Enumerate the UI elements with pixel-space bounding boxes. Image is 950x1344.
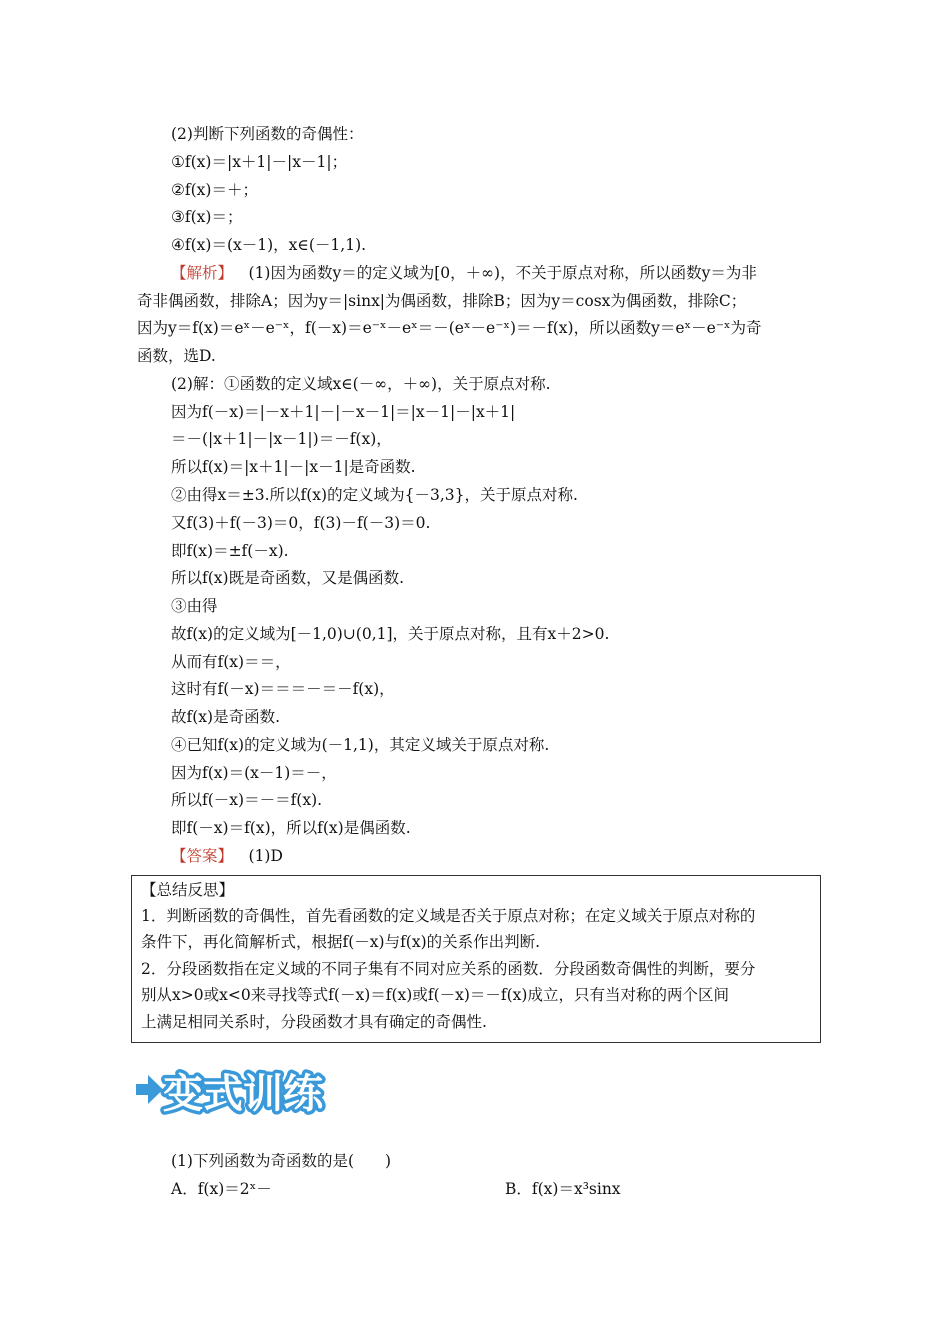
question-2-item-2: ②f(x)＝＋； [171, 181, 258, 199]
exercise-option-a: A．f(x)＝2ˣ－ [171, 1180, 272, 1198]
answer-line [171, 846, 283, 866]
question-2-item-4: ④f(x)＝(x－1)，x∈(－1,1). [171, 236, 367, 254]
answer-tag: 【答案】 [171, 847, 234, 865]
solution-line-6: 又f(3)＋f(－3)＝0，f(3)－f(－3)＝0. [171, 514, 431, 532]
solution-line-1: (2)解：①函数的定义域x∈(－∞，＋∞)，关于原点对称. [171, 375, 551, 393]
answer-text: (1)D [248, 847, 283, 865]
summary-box [131, 875, 821, 1043]
solution-line-14: ④已知f(x)的定义域为(－1,1)，其定义域关于原点对称. [171, 736, 550, 754]
summary-line-4: 别从x>0或x<0来寻找等式f(－x)＝f(x)或f(－x)＝－f(x)成立，只有当对称的两个区间 [141, 986, 729, 1004]
solution-line-15: 因为f(x)＝(x－1)＝－， [171, 764, 337, 782]
analysis-line-3: 因为y＝f(x)＝eˣ－e⁻ˣ，f(－x)＝e⁻ˣ－eˣ＝－(eˣ－e⁻ˣ)＝－f(x)，所以函数y＝eˣ－e⁻ˣ为奇 [137, 319, 762, 337]
summary-title: 【总结反思】 [141, 881, 235, 899]
question-2-title: (2)判断下列函数的奇偶性： [171, 125, 364, 143]
solution-line-10: 故f(x)的定义域为[－1,0)∪(0,1]，关于原点对称，且有x＋2>0. [171, 625, 610, 643]
solution-line-11: 从而有f(x)＝＝， [171, 653, 291, 671]
solution-line-8: 所以f(x)既是奇函数，又是偶函数. [171, 569, 405, 587]
analysis-text-1: (1)因为函数y＝的定义域为[0，＋∞)，不关于原点对称，所以函数y＝为非 [248, 264, 757, 282]
question-2-item-1: ①f(x)＝|x＋1|－|x－1|； [171, 153, 348, 171]
summary-line-5: 上满足相同关系时，分段函数才具有确定的奇偶性. [141, 1013, 487, 1031]
solution-line-2: 因为f(－x)＝|－x＋1|－|－x－1|＝|x－1|－|x＋1| [171, 403, 516, 421]
arrow-right-icon [136, 1075, 163, 1104]
solution-line-9: ③由得 [171, 597, 218, 615]
analysis-tag: 【解析】 [171, 264, 234, 282]
question-2-item-3: ③f(x)＝； [171, 208, 243, 226]
summary-line-1: 1．判断函数的奇偶性，首先看函数的定义域是否关于原点对称；在定义域关于原点对称的 [141, 907, 756, 925]
solution-line-7: 即f(x)＝±f(－x). [171, 542, 289, 560]
solution-line-4: 所以f(x)＝|x＋1|－|x－1|是奇函数. [171, 458, 416, 476]
analysis-line-2: 奇非偶函数，排除A；因为y＝|sinx|为偶函数，排除B；因为y＝cosx为偶函数，排除C； [137, 292, 747, 310]
solution-line-5: ②由得x＝±3.所以f(x)的定义域为{－3,3}，关于原点对称. [171, 486, 578, 504]
solution-line-17: 即f(－x)＝f(x)，所以f(x)是偶函数. [171, 819, 411, 837]
solution-line-12: 这时有f(－x)＝＝＝－＝－f(x)， [171, 680, 395, 698]
summary-line-2: 条件下，再化简解析式，根据f(－x)与f(x)的关系作出判断. [141, 933, 541, 951]
analysis-line-1 [171, 263, 757, 283]
analysis-line-4: 函数，选D. [137, 347, 216, 365]
exercise-question-1: (1)下列函数为奇函数的是( ) [171, 1152, 392, 1170]
summary-line-3: 2．分段函数指在定义域的不同子集有不同对应关系的函数．分段函数奇偶性的判断，要分 [141, 960, 756, 978]
solution-line-13: 故f(x)是奇函数. [171, 708, 280, 726]
solution-line-16: 所以f(－x)＝－＝f(x). [171, 791, 323, 809]
exercise-option-b: B．f(x)＝x³sinx [505, 1180, 621, 1198]
solution-line-3: ＝－(|x＋1|－|x－1|)＝－f(x)， [171, 430, 392, 448]
banner-title: 变式训练 [163, 1071, 323, 1117]
exercise-banner [133, 1063, 363, 1119]
